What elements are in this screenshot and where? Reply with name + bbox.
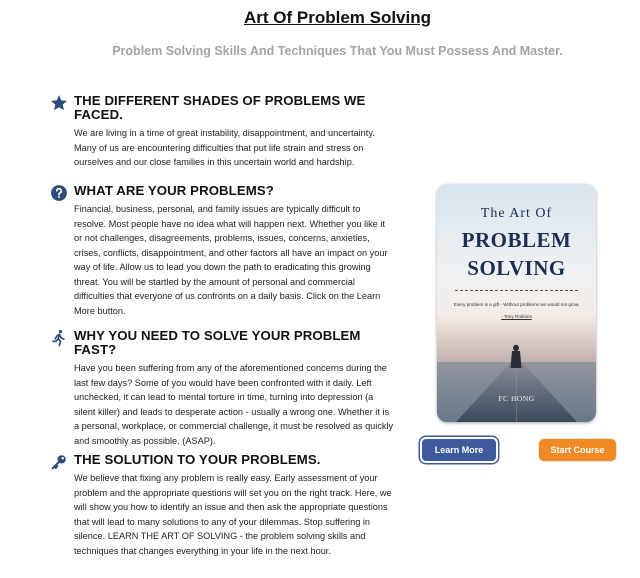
book-author: FC HONG	[498, 394, 535, 403]
star-icon	[50, 94, 68, 112]
question-circle-icon	[50, 184, 68, 202]
book-title-line3: SOLVING	[467, 256, 566, 280]
book-quote: Every problem is a gift - Without problems we would not grow.	[453, 302, 580, 307]
section-heading: WHAT ARE YOUR PROBLEMS?	[74, 183, 274, 198]
running-person-icon	[50, 329, 68, 347]
book-title-line1: The Art Of	[480, 206, 553, 221]
book-divider	[455, 290, 578, 291]
section-body: We are living in a time of great instability, disappointment, and uncertainty. Many of us are encountering difficulties that put life strain and stress on ourselves and our close families in this uncertain world and hardship.	[74, 128, 375, 167]
book-cover	[437, 184, 596, 422]
book-pier-illustration	[437, 324, 596, 422]
key-icon	[50, 453, 68, 471]
section-heading: THE DIFFERENT SHADES OF PROBLEMS WE FACED.	[74, 93, 366, 122]
page-title: Art Of Problem Solving	[243, 8, 432, 27]
section-body: We believe that fixing any problem is really easy. Early assessment of your problem and the appropriate questions will set you on the right track. Here, we will show you how to identify an issue and then ask the appropriate questions that will lead to many solutions to any of your dilemmas. Stop suffering in silence. LEARN THE ART OF SOLVING - the problem solving skills and techniques that changes everything in your life in the next hour.	[74, 473, 392, 556]
start-course-button[interactable]: Start Course	[538, 438, 617, 462]
section-what-are-your-problems	[50, 184, 395, 318]
section-shades-of-problems	[50, 94, 395, 170]
section-body: Financial, business, personal, and family issues are typically difficult to resolve. Most people have no idea what will happen next. Whether you like it or not challenges, disagreements, problems, issues, concerns, anxieties, crises, conflicts, disappointment, and other factors all have an impact on your way of life. Allow us to lead you down the path to eradicating this growing threat. You will be startled by the amount of personal and commercial difficulties that everyone of us confronts on a daily basis. Click on the Learn More button.	[74, 204, 388, 316]
page-subtitle: Problem Solving Skills And Techniques That You Must Possess And Master.	[112, 44, 563, 58]
section-body: Have you been suffering from any of the aforementioned concerns during the last few days? Some of you would have been confronted with it daily. Left unchecked, it can lead to mental torture in time, turning into depression (a silent killer) and leads to desperate action - usually a wrong one. Whether it is a personal, workplace, or commercial challenge, it must be resolved as quickly and smoothly as possible. (ASAP).	[74, 363, 394, 446]
book-quote-author: - Tony Robbins	[501, 314, 532, 319]
learn-more-button[interactable]: Learn More	[420, 437, 498, 463]
section-why-solve-fast	[50, 329, 395, 448]
section-heading: WHY YOU NEED TO SOLVE YOUR PROBLEM FAST?	[74, 328, 361, 357]
section-the-solution	[50, 453, 395, 558]
book-title-line2: PROBLEM	[461, 228, 572, 252]
section-heading: THE SOLUTION TO YOUR PROBLEMS.	[74, 452, 321, 467]
